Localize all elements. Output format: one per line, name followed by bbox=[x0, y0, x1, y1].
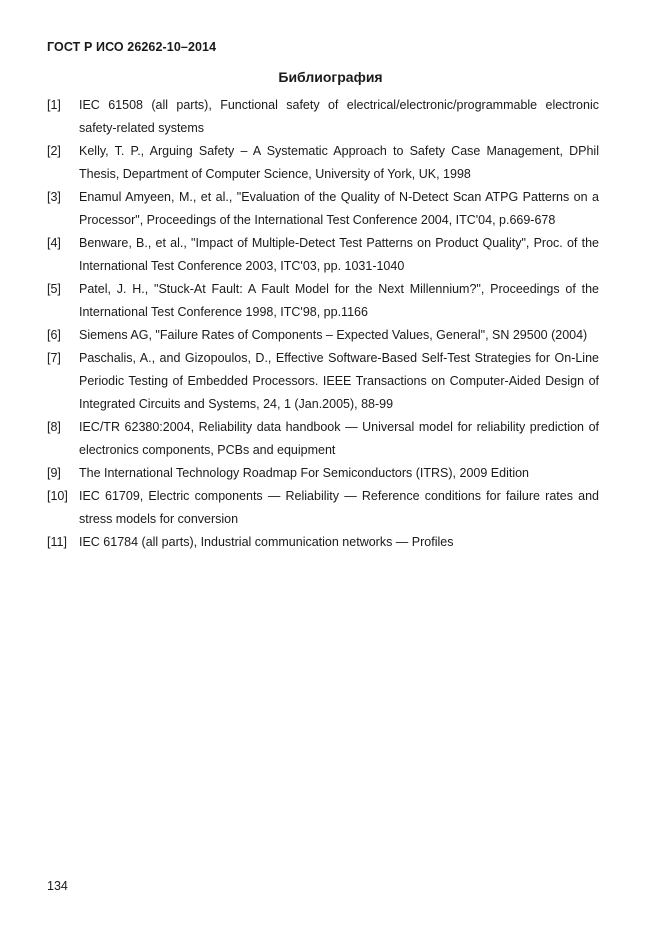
bibliography-item bbox=[47, 347, 599, 416]
bibliography-list bbox=[47, 94, 599, 554]
bibliography-item-number: [6] bbox=[47, 328, 61, 342]
bibliography-item-number: [8] bbox=[47, 420, 61, 434]
bibliography-item-number: [1] bbox=[47, 98, 61, 112]
bibliography-item bbox=[47, 485, 599, 531]
bibliography-item-text: Kelly, T. P., Arguing Safety – A Systematic Approach to Safety Case Management, DPhil Thesis, Department of Computer Science, University of York, UK, 1998 bbox=[79, 144, 599, 181]
bibliography-item bbox=[47, 232, 599, 278]
bibliography-item-number: [4] bbox=[47, 236, 61, 250]
bibliography-item-number: [3] bbox=[47, 190, 61, 204]
bibliography-title-text: Библиография bbox=[278, 69, 383, 85]
bibliography-item-number: [5] bbox=[47, 282, 61, 296]
bibliography-title bbox=[0, 69, 661, 85]
bibliography-item-text: Siemens AG, "Failure Rates of Components – Expected Values, General", SN 29500 (2004) bbox=[79, 328, 588, 342]
bibliography-item-text: IEC/TR 62380:2004, Reliability data handbook — Universal model for reliability prediction of electronics components, PCBs and equipment bbox=[79, 420, 599, 457]
bibliography-item-text: Patel, J. H., "Stuck-At Fault: A Fault Model for the Next Millennium?", Proceedings of the International Test Conference 1998, ITC'98, pp.1166 bbox=[79, 282, 599, 319]
bibliography-item bbox=[47, 140, 599, 186]
bibliography-item-number: [2] bbox=[47, 144, 61, 158]
page-number: 134 bbox=[47, 879, 68, 893]
bibliography-item-text: IEC 61508 (all parts), Functional safety of electrical/electronic/programmable electronic safety-related systems bbox=[79, 98, 599, 135]
bibliography-item bbox=[47, 416, 599, 462]
bibliography-item-number: [10] bbox=[47, 489, 68, 503]
bibliography-item bbox=[47, 278, 599, 324]
bibliography-item bbox=[47, 94, 599, 140]
bibliography-item-text: Enamul Amyeen, M., et al., "Evaluation of the Quality of N-Detect Scan ATPG Patterns on a Processor", Proceedings of the International Test Conference 2004, ITC'04, p.669-678 bbox=[79, 190, 599, 227]
bibliography-item bbox=[47, 324, 599, 347]
bibliography-item bbox=[47, 462, 599, 485]
bibliography-item-text: Paschalis, A., and Gizopoulos, D., Effective Software-Based Self-Test Strategies for On-Line Periodic Testing of Embedded Processors. IEEE Transactions on Computer-Aided Design of Integrated Circuits and Systems, 24, 1 (Jan.2005), 88-99 bbox=[79, 351, 599, 411]
bibliography-item-number: [9] bbox=[47, 466, 61, 480]
bibliography-item-text: The International Technology Roadmap For Semiconductors (ITRS), 2009 Edition bbox=[79, 466, 530, 480]
bibliography-item-text: Benware, B., et al., "Impact of Multiple-Detect Test Patterns on Product Quality", Proc. of the International Test Conference 2003, ITC'03, pp. 1031-1040 bbox=[79, 236, 599, 273]
bibliography-item-number: [7] bbox=[47, 351, 61, 365]
bibliography-item-number: [11] bbox=[47, 535, 67, 549]
bibliography-item-text: IEC 61709, Electric components — Reliability — Reference conditions for failure rates and stress models for conversion bbox=[79, 489, 599, 526]
bibliography-item-text: IEC 61784 (all parts), Industrial communication networks — Profiles bbox=[79, 535, 454, 549]
bibliography-item bbox=[47, 531, 599, 554]
document-code-header: ГОСТ Р ИСО 26262-10–2014 bbox=[47, 40, 217, 54]
bibliography-item bbox=[47, 186, 599, 232]
